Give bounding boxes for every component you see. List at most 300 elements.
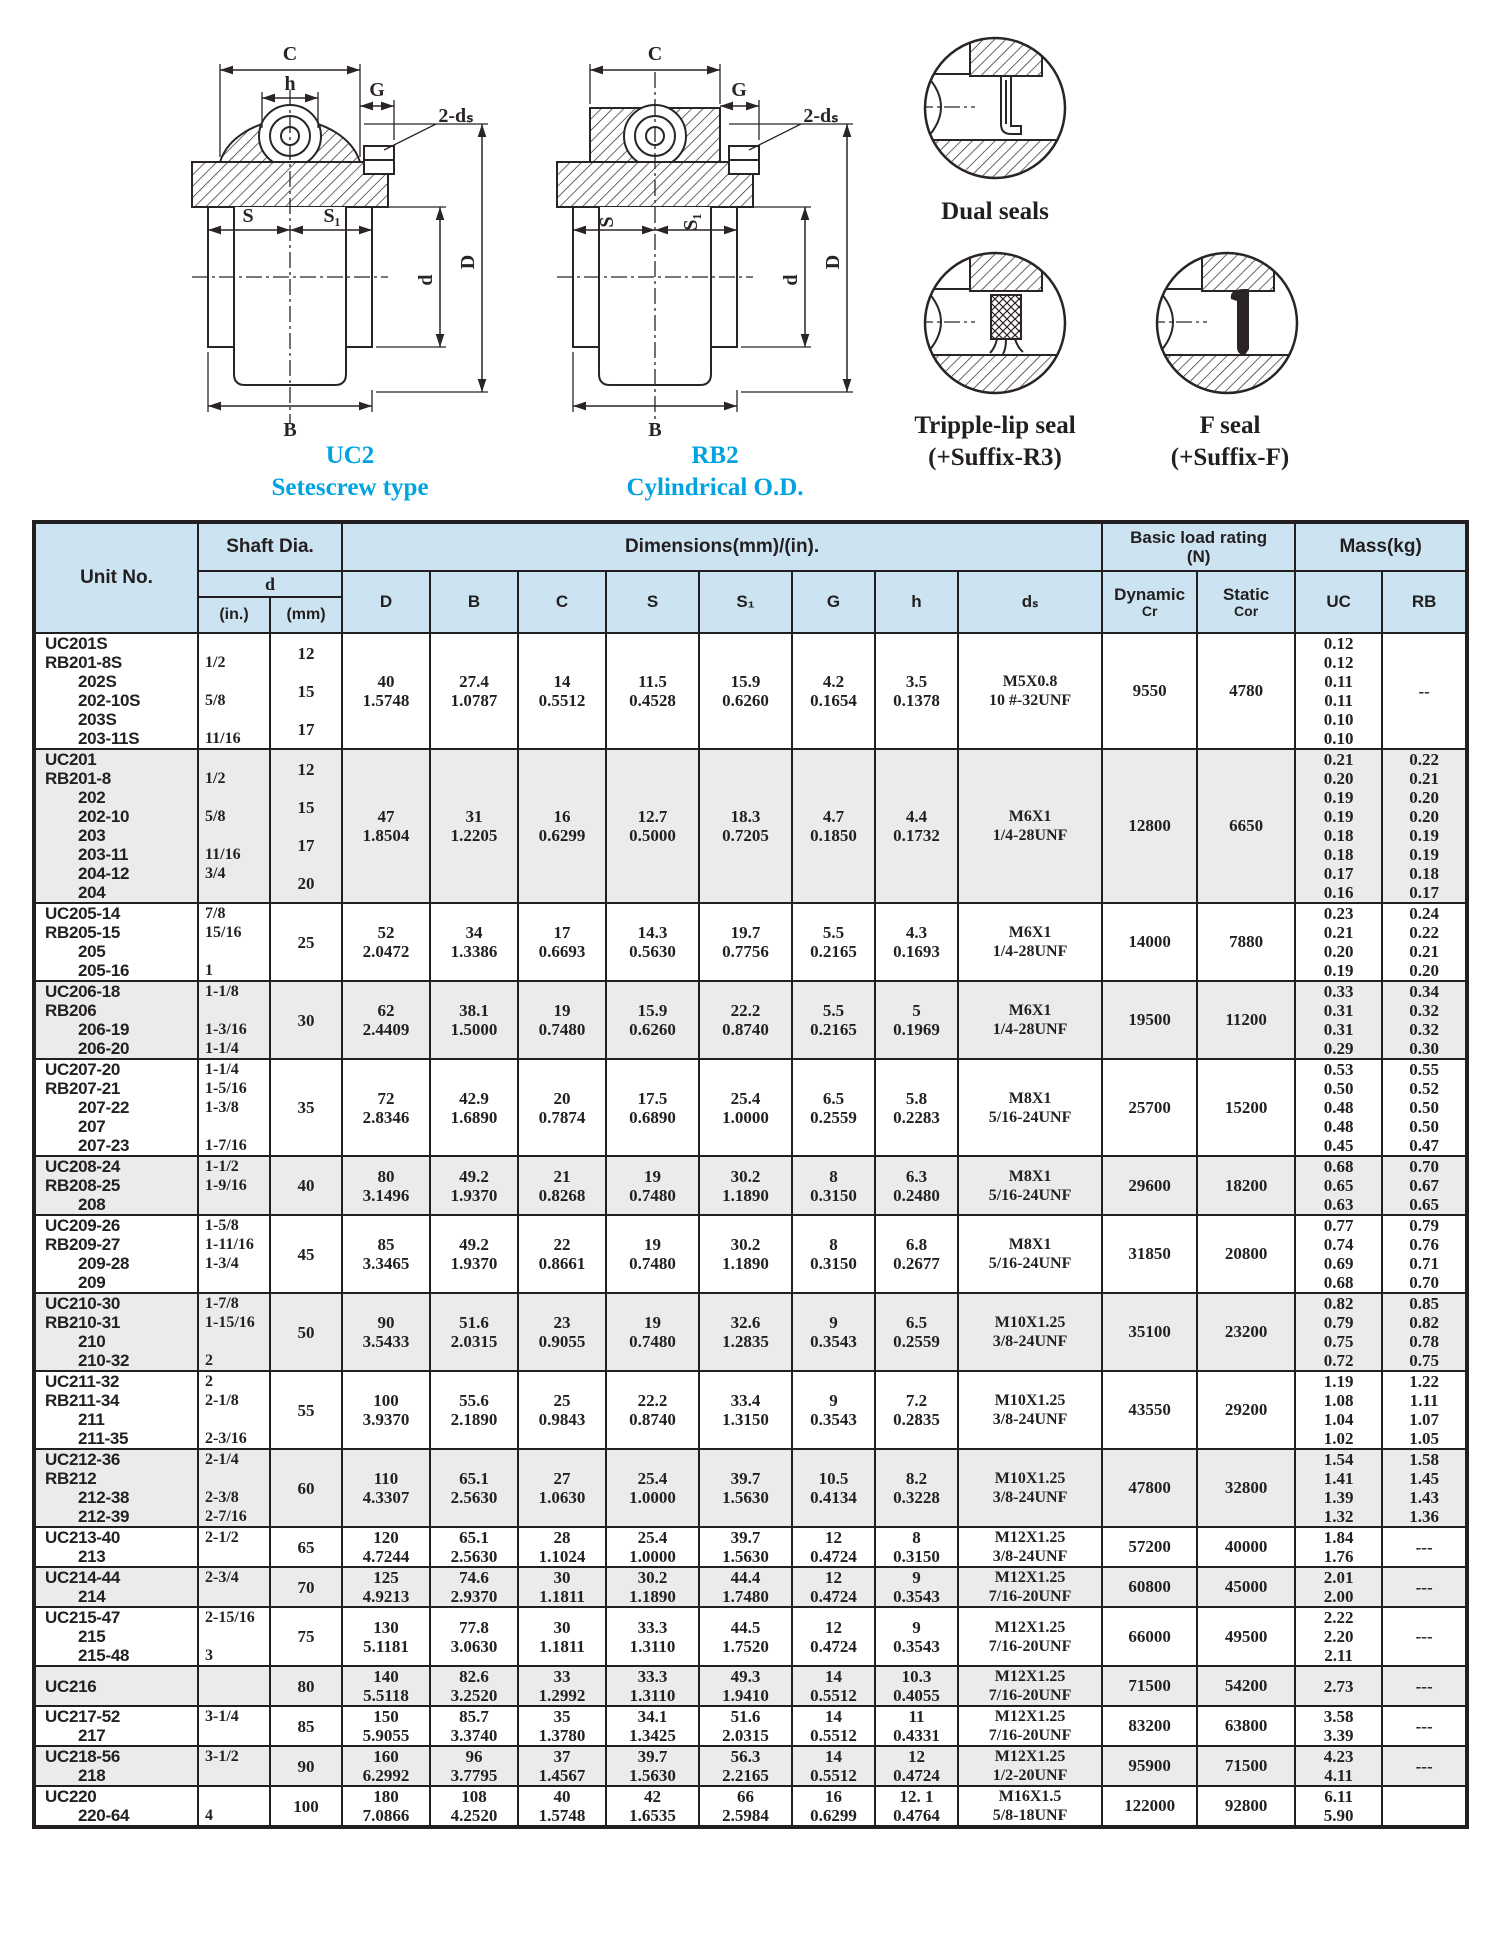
header-dimensions: Dimensions(mm)/(in). <box>342 522 1102 571</box>
cell-shaft-in: 1/2 5/8 11/16 3/4 <box>198 749 270 903</box>
cell-B: 42.9 1.6890 <box>430 1059 518 1156</box>
cell-shaft-mm: 65 <box>270 1527 342 1567</box>
uc2-title: UC2 <box>325 442 375 469</box>
label-d: d <box>415 274 437 286</box>
cell-S: 39.7 1.5630 <box>606 1746 699 1786</box>
cell-S1: 56.3 2.2165 <box>699 1746 792 1786</box>
cell-ds: M16X1.5 5/8-18UNF <box>958 1786 1102 1827</box>
table-row <box>34 1607 1467 1666</box>
cell-G: 8 0.3150 <box>792 1156 875 1215</box>
cell-static-cor: 71500 <box>1197 1746 1295 1786</box>
cell-mass-rb: --- <box>1382 1567 1467 1607</box>
cell-dynamic-cr: 71500 <box>1102 1666 1197 1706</box>
cell-dynamic-cr: 43550 <box>1102 1371 1197 1449</box>
cell-G: 16 0.6299 <box>792 1786 875 1827</box>
cell-S1: 22.2 0.8740 <box>699 981 792 1059</box>
cell-B: 51.6 2.0315 <box>430 1293 518 1371</box>
cell-S1: 66 2.5984 <box>699 1786 792 1827</box>
cell-h: 5.8 0.2283 <box>875 1059 958 1156</box>
cell-B: 65.1 2.5630 <box>430 1449 518 1527</box>
cell-unit-no: UC220 220-64 <box>34 1786 198 1827</box>
cell-h: 9 0.3543 <box>875 1607 958 1666</box>
cell-D: 72 2.8346 <box>342 1059 430 1156</box>
header-basic-load-rating: Basic load rating (N) <box>1102 522 1295 571</box>
cell-D: 47 1.8504 <box>342 749 430 903</box>
cell-shaft-in: 2-1/4 2-3/8 2-7/16 <box>198 1449 270 1527</box>
label-C: C <box>282 43 298 65</box>
cell-S: 14.3 0.5630 <box>606 903 699 981</box>
cell-static-cor: 92800 <box>1197 1786 1295 1827</box>
uc2-caption <box>140 440 560 504</box>
cell-shaft-mm: 55 <box>270 1371 342 1449</box>
cell-shaft-in: 1-5/8 1-11/16 1-3/4 <box>198 1215 270 1293</box>
cell-C: 17 0.6693 <box>518 903 606 981</box>
cell-S: 11.5 0.4528 <box>606 633 699 749</box>
cell-S: 12.7 0.5000 <box>606 749 699 903</box>
cell-static-cor: 45000 <box>1197 1567 1295 1607</box>
cell-B: 82.6 3.2520 <box>430 1666 518 1706</box>
cell-D: 52 2.0472 <box>342 903 430 981</box>
cell-unit-no: UC208-24 RB208-25 208 <box>34 1156 198 1215</box>
cell-S1: 30.2 1.1890 <box>699 1215 792 1293</box>
cell-D: 110 4.3307 <box>342 1449 430 1527</box>
cell-C: 14 0.5512 <box>518 633 606 749</box>
cell-h: 3.5 0.1378 <box>875 633 958 749</box>
cell-static-cor: 40000 <box>1197 1527 1295 1567</box>
cell-S: 17.5 0.6890 <box>606 1059 699 1156</box>
cell-S1: 18.3 0.7205 <box>699 749 792 903</box>
cell-B: 65.1 2.5630 <box>430 1527 518 1567</box>
cell-mass-uc: 0.33 0.31 0.31 0.29 <box>1295 981 1382 1059</box>
cell-dynamic-cr: 60800 <box>1102 1567 1197 1607</box>
label-d: d <box>780 274 802 286</box>
cell-static-cor: 49500 <box>1197 1607 1295 1666</box>
label-2ds: 2-dₛ <box>803 105 839 127</box>
cell-ds: M12X1.25 7/16-20UNF <box>958 1666 1102 1706</box>
cell-h: 12 0.4724 <box>875 1746 958 1786</box>
tripple-lip-seal-label: Tripple-lip seal (+Suffix-R3) <box>914 412 1076 471</box>
cell-B: 108 4.2520 <box>430 1786 518 1827</box>
cell-mass-uc: 3.58 3.39 <box>1295 1706 1382 1746</box>
cell-unit-no: UC207-20 RB207-21 207-22 207 207-23 <box>34 1059 198 1156</box>
cell-dynamic-cr: 12800 <box>1102 749 1197 903</box>
cell-dynamic-cr: 35100 <box>1102 1293 1197 1371</box>
cell-mass-uc: 0.21 0.20 0.19 0.19 0.18 0.18 0.17 0.16 <box>1295 749 1382 903</box>
cell-S: 33.3 1.3110 <box>606 1666 699 1706</box>
cell-C: 33 1.2992 <box>518 1666 606 1706</box>
table-row <box>34 1156 1467 1215</box>
cell-C: 16 0.6299 <box>518 749 606 903</box>
cell-C: 22 0.8661 <box>518 1215 606 1293</box>
header-in: (in.) <box>198 597 270 633</box>
cell-static-cor: 7880 <box>1197 903 1295 981</box>
cell-mass-uc: 2.22 2.20 2.11 <box>1295 1607 1382 1666</box>
header-col-C: C <box>518 571 606 633</box>
cell-mass-uc: 4.23 4.11 <box>1295 1746 1382 1786</box>
label-S1: S₁ <box>323 205 341 227</box>
cell-shaft-mm: 75 <box>270 1607 342 1666</box>
header-mass-rb: RB <box>1382 571 1467 633</box>
cell-ds: M12X1.25 7/16-20UNF <box>958 1567 1102 1607</box>
label-G: G <box>731 79 747 101</box>
cell-shaft-in: 1-7/8 1-15/16 2 <box>198 1293 270 1371</box>
cell-static-cor: 32800 <box>1197 1449 1295 1527</box>
cell-h: 10.3 0.4055 <box>875 1666 958 1706</box>
cell-shaft-in: 2 2-1/8 2-3/16 <box>198 1371 270 1449</box>
cell-B: 85.7 3.3740 <box>430 1706 518 1746</box>
table-row <box>34 1746 1467 1786</box>
cell-G: 12 0.4724 <box>792 1567 875 1607</box>
cell-static-cor: 63800 <box>1197 1706 1295 1746</box>
cell-S: 25.4 1.0000 <box>606 1449 699 1527</box>
cell-ds: M10X1.25 3/8-24UNF <box>958 1449 1102 1527</box>
header-col-ds: dₛ <box>958 571 1102 633</box>
cell-G: 14 0.5512 <box>792 1706 875 1746</box>
table-row <box>34 749 1467 903</box>
cell-S1: 49.3 1.9410 <box>699 1666 792 1706</box>
cell-h: 7.2 0.2835 <box>875 1371 958 1449</box>
cell-mass-rb: 0.34 0.32 0.32 0.30 <box>1382 981 1467 1059</box>
cell-unit-no: UC212-36 RB212 212-38 212-39 <box>34 1449 198 1527</box>
cell-h: 6.8 0.2677 <box>875 1215 958 1293</box>
cell-mass-rb: 1.58 1.45 1.43 1.36 <box>1382 1449 1467 1527</box>
cell-mass-rb: 0.22 0.21 0.20 0.20 0.19 0.19 0.18 0.17 <box>1382 749 1467 903</box>
cell-mass-uc: 0.23 0.21 0.20 0.19 <box>1295 903 1382 981</box>
cell-S: 19 0.7480 <box>606 1293 699 1371</box>
cell-G: 12 0.4724 <box>792 1527 875 1567</box>
cell-S: 19 0.7480 <box>606 1215 699 1293</box>
cell-D: 85 3.3465 <box>342 1215 430 1293</box>
cell-unit-no: UC209-26 RB209-27 209-28 209 <box>34 1215 198 1293</box>
cell-static-cor: 54200 <box>1197 1666 1295 1706</box>
cell-S1: 39.7 1.5630 <box>699 1527 792 1567</box>
cell-D: 130 5.1181 <box>342 1607 430 1666</box>
cell-C: 20 0.7874 <box>518 1059 606 1156</box>
cell-B: 49.2 1.9370 <box>430 1215 518 1293</box>
cell-mass-uc: 0.77 0.74 0.69 0.68 <box>1295 1215 1382 1293</box>
label-S: S <box>596 216 618 228</box>
table-row <box>34 1293 1467 1371</box>
cell-S: 15.9 0.6260 <box>606 981 699 1059</box>
cell-mass-rb: 0.55 0.52 0.50 0.50 0.47 <box>1382 1059 1467 1156</box>
cell-shaft-in: 1-1/2 1-9/16 <box>198 1156 270 1215</box>
f-seal-drawing <box>1147 243 1307 403</box>
cell-mass-rb: --- <box>1382 1607 1467 1666</box>
tripple-lip-seal-profile <box>991 295 1021 339</box>
cell-mass-uc: 0.82 0.79 0.75 0.72 <box>1295 1293 1382 1371</box>
cell-unit-no: UC201S RB201-8S 202S 202-10S 203S 203-11S <box>34 633 198 749</box>
spec-table-body <box>34 633 1467 1827</box>
cell-mass-rb: --- <box>1382 1666 1467 1706</box>
cell-h: 8 0.3150 <box>875 1527 958 1567</box>
cell-ds: M12X1.25 7/16-20UNF <box>958 1607 1102 1666</box>
label-B: B <box>283 419 297 441</box>
cell-C: 19 0.7480 <box>518 981 606 1059</box>
cell-S: 34.1 1.3425 <box>606 1706 699 1746</box>
cell-G: 4.2 0.1654 <box>792 633 875 749</box>
cell-shaft-in: 1-1/4 1-5/16 1-3/8 1-7/16 <box>198 1059 270 1156</box>
cell-shaft-mm: 25 <box>270 903 342 981</box>
cell-mass-rb: 0.70 0.67 0.65 <box>1382 1156 1467 1215</box>
cell-shaft-mm: 80 <box>270 1666 342 1706</box>
label-S1: S₁ <box>680 213 702 231</box>
cell-mass-uc: 2.01 2.00 <box>1295 1567 1382 1607</box>
cell-unit-no: UC211-32 RB211-34 211 211-35 <box>34 1371 198 1449</box>
cell-static-cor: 23200 <box>1197 1293 1295 1371</box>
cell-ds: M8X1 5/16-24UNF <box>958 1156 1102 1215</box>
cell-static-cor: 11200 <box>1197 981 1295 1059</box>
cell-static-cor: 18200 <box>1197 1156 1295 1215</box>
cell-B: 49.2 1.9370 <box>430 1156 518 1215</box>
cell-shaft-mm: 12 15 17 20 <box>270 749 342 903</box>
cell-shaft-mm: 50 <box>270 1293 342 1371</box>
cell-shaft-in: 1/2 5/8 11/16 <box>198 633 270 749</box>
cell-mass-uc: 0.53 0.50 0.48 0.48 0.45 <box>1295 1059 1382 1156</box>
table-row <box>34 903 1467 981</box>
cell-D: 100 3.9370 <box>342 1371 430 1449</box>
cell-shaft-mm: 100 <box>270 1786 342 1827</box>
cell-C: 37 1.4567 <box>518 1746 606 1786</box>
label-D: D <box>822 254 844 270</box>
cell-G: 12 0.4724 <box>792 1607 875 1666</box>
dual-seal-profile <box>1001 76 1021 134</box>
cell-ds: M6X1 1/4-28UNF <box>958 903 1102 981</box>
tripple-lip-seal-drawing <box>915 243 1075 403</box>
cell-mass-uc: 1.84 1.76 <box>1295 1527 1382 1567</box>
cell-shaft-in: 4 <box>198 1786 270 1827</box>
cell-mass-rb: --- <box>1382 1746 1467 1786</box>
cell-G: 4.7 0.1850 <box>792 749 875 903</box>
table-row <box>34 1527 1467 1567</box>
cell-static-cor: 15200 <box>1197 1059 1295 1156</box>
cell-mass-rb <box>1382 1786 1467 1827</box>
cell-C: 35 1.3780 <box>518 1706 606 1746</box>
cell-D: 150 5.9055 <box>342 1706 430 1746</box>
cell-G: 9 0.3543 <box>792 1371 875 1449</box>
cell-B: 96 3.7795 <box>430 1746 518 1786</box>
cell-C: 40 1.5748 <box>518 1786 606 1827</box>
header-col-D: D <box>342 571 430 633</box>
cell-shaft-mm: 45 <box>270 1215 342 1293</box>
cell-C: 30 1.1811 <box>518 1607 606 1666</box>
uc2-subtitle: Setescrew type <box>271 474 429 501</box>
cell-dynamic-cr: 19500 <box>1102 981 1197 1059</box>
header-col-S1: S₁ <box>699 571 792 633</box>
cell-mass-rb: 1.22 1.11 1.07 1.05 <box>1382 1371 1467 1449</box>
table-row <box>34 981 1467 1059</box>
cell-unit-no: UC217-52 217 <box>34 1706 198 1746</box>
header-static-cor: Static Cor <box>1197 571 1295 633</box>
cell-S: 22.2 0.8740 <box>606 1371 699 1449</box>
cell-S: 19 0.7480 <box>606 1156 699 1215</box>
label-h: h <box>284 73 296 95</box>
cell-h: 6.3 0.2480 <box>875 1156 958 1215</box>
cell-dynamic-cr: 47800 <box>1102 1449 1197 1527</box>
f-seal-label: F seal (+Suffix-F) <box>1170 412 1290 471</box>
cell-mass-uc: 2.73 <box>1295 1666 1382 1706</box>
cell-G: 5.5 0.2165 <box>792 981 875 1059</box>
header-col-h: h <box>875 571 958 633</box>
table-row <box>34 1706 1467 1746</box>
header-unit-no: Unit No. <box>34 522 198 633</box>
header-mass: Mass(kg) <box>1295 522 1467 571</box>
cell-S: 25.4 1.0000 <box>606 1527 699 1567</box>
cell-S1: 44.4 1.7480 <box>699 1567 792 1607</box>
header-col-G: G <box>792 571 875 633</box>
cell-S: 33.3 1.3110 <box>606 1607 699 1666</box>
cell-shaft-mm: 70 <box>270 1567 342 1607</box>
cell-ds: M10X1.25 3/8-24UNF <box>958 1371 1102 1449</box>
cell-shaft-mm: 60 <box>270 1449 342 1527</box>
cell-dynamic-cr: 57200 <box>1102 1527 1197 1567</box>
cell-shaft-in: 2-1/2 <box>198 1527 270 1567</box>
cell-S1: 15.9 0.6260 <box>699 633 792 749</box>
cell-dynamic-cr: 122000 <box>1102 1786 1197 1827</box>
cell-B: 38.1 1.5000 <box>430 981 518 1059</box>
cell-h: 4.4 0.1732 <box>875 749 958 903</box>
cell-mass-rb: 0.79 0.76 0.71 0.70 <box>1382 1215 1467 1293</box>
header-dynamic-cr: Dynamic Cr <box>1102 571 1197 633</box>
dual-seals-drawing <box>915 28 1075 188</box>
cell-unit-no: UC218-56 218 <box>34 1746 198 1786</box>
cell-ds: M12X1.25 1/2-20UNF <box>958 1746 1102 1786</box>
cell-C: 21 0.8268 <box>518 1156 606 1215</box>
cell-ds: M8X1 5/16-24UNF <box>958 1059 1102 1156</box>
label-S: S <box>242 205 254 227</box>
table-row <box>34 1215 1467 1293</box>
cell-unit-no: UC201 RB201-8 202 202-10 203 203-11 204-12 204 <box>34 749 198 903</box>
cell-dynamic-cr: 95900 <box>1102 1746 1197 1786</box>
cell-B: 74.6 2.9370 <box>430 1567 518 1607</box>
cell-static-cor: 20800 <box>1197 1215 1295 1293</box>
cell-mass-uc: 0.68 0.65 0.63 <box>1295 1156 1382 1215</box>
cell-unit-no: UC205-14 RB205-15 205 205-16 <box>34 903 198 981</box>
cell-mass-uc: 6.11 5.90 <box>1295 1786 1382 1827</box>
cell-mass-rb: 0.85 0.82 0.78 0.75 <box>1382 1293 1467 1371</box>
cell-mass-uc: 0.12 0.12 0.11 0.11 0.10 0.10 <box>1295 633 1382 749</box>
cell-h: 6.5 0.2559 <box>875 1293 958 1371</box>
label-C: C <box>647 43 663 65</box>
cell-h: 5 0.1969 <box>875 981 958 1059</box>
dual-seals-label: Dual seals <box>941 198 1049 225</box>
cell-mass-uc: 1.19 1.08 1.04 1.02 <box>1295 1371 1382 1449</box>
cell-C: 23 0.9055 <box>518 1293 606 1371</box>
cell-h: 9 0.3543 <box>875 1567 958 1607</box>
cell-dynamic-cr: 31850 <box>1102 1215 1197 1293</box>
cell-ds: M12X1.25 3/8-24UNF <box>958 1527 1102 1567</box>
cell-ds: M10X1.25 3/8-24UNF <box>958 1293 1102 1371</box>
cell-B: 34 1.3386 <box>430 903 518 981</box>
cell-S1: 44.5 1.7520 <box>699 1607 792 1666</box>
cell-G: 14 0.5512 <box>792 1666 875 1706</box>
label-D: D <box>457 254 479 270</box>
cell-static-cor: 6650 <box>1197 749 1295 903</box>
cell-unit-no: UC214-44 214 <box>34 1567 198 1607</box>
cell-G: 6.5 0.2559 <box>792 1059 875 1156</box>
cell-shaft-in: 2-3/4 <box>198 1567 270 1607</box>
cell-B: 31 1.2205 <box>430 749 518 903</box>
cell-ds: M8X1 5/16-24UNF <box>958 1215 1102 1293</box>
cell-shaft-mm: 85 <box>270 1706 342 1746</box>
cell-mass-rb: 0.24 0.22 0.21 0.20 <box>1382 903 1467 981</box>
header-col-S: S <box>606 571 699 633</box>
cell-D: 40 1.5748 <box>342 633 430 749</box>
cell-shaft-mm: 40 <box>270 1156 342 1215</box>
table-header <box>34 522 1467 633</box>
cell-S1: 33.4 1.3150 <box>699 1371 792 1449</box>
cell-S1: 30.2 1.1890 <box>699 1156 792 1215</box>
cell-ds: M12X1.25 7/16-20UNF <box>958 1706 1102 1746</box>
cell-h: 11 0.4331 <box>875 1706 958 1746</box>
cell-ds: M5X0.8 10 #-32UNF <box>958 633 1102 749</box>
drawings-section <box>0 0 1497 520</box>
cell-D: 80 3.1496 <box>342 1156 430 1215</box>
header-mm: (mm) <box>270 597 342 633</box>
cell-ds: M6X1 1/4-28UNF <box>958 749 1102 903</box>
cell-S: 30.2 1.1890 <box>606 1567 699 1607</box>
cell-shaft-in: 3-1/4 <box>198 1706 270 1746</box>
cell-S1: 25.4 1.0000 <box>699 1059 792 1156</box>
header-d: d <box>198 571 342 597</box>
cell-G: 8 0.3150 <box>792 1215 875 1293</box>
cell-D: 125 4.9213 <box>342 1567 430 1607</box>
cell-B: 77.8 3.0630 <box>430 1607 518 1666</box>
cell-D: 120 4.7244 <box>342 1527 430 1567</box>
cell-S1: 51.6 2.0315 <box>699 1706 792 1746</box>
cell-D: 90 3.5433 <box>342 1293 430 1371</box>
table-row <box>34 1786 1467 1827</box>
cell-h: 12. 1 0.4764 <box>875 1786 958 1827</box>
header-shaft-dia: Shaft Dia. <box>198 522 342 571</box>
cell-static-cor: 4780 <box>1197 633 1295 749</box>
cell-shaft-mm: 30 <box>270 981 342 1059</box>
cell-G: 5.5 0.2165 <box>792 903 875 981</box>
cell-C: 27 1.0630 <box>518 1449 606 1527</box>
uc2-bearing-drawing <box>140 12 560 442</box>
cell-unit-no: UC213-40 213 <box>34 1527 198 1567</box>
cell-shaft-mm: 90 <box>270 1746 342 1786</box>
cell-ds: M6X1 1/4-28UNF <box>958 981 1102 1059</box>
label-2ds: 2-dₛ <box>438 105 474 127</box>
table-row <box>34 1371 1467 1449</box>
cell-mass-rb: --- <box>1382 1527 1467 1567</box>
cell-unit-no: UC216 <box>34 1666 198 1706</box>
cell-shaft-in <box>198 1666 270 1706</box>
cell-mass-rb: -- <box>1382 633 1467 749</box>
cell-D: 180 7.0866 <box>342 1786 430 1827</box>
cell-unit-no: UC210-30 RB210-31 210 210-32 <box>34 1293 198 1371</box>
cell-S1: 39.7 1.5630 <box>699 1449 792 1527</box>
cell-S1: 32.6 1.2835 <box>699 1293 792 1371</box>
cell-unit-no: UC215-47 215 215-48 <box>34 1607 198 1666</box>
table-row <box>34 1666 1467 1706</box>
cell-shaft-mm: 35 <box>270 1059 342 1156</box>
f-seal-profile <box>1231 289 1249 355</box>
table-row <box>34 1449 1467 1527</box>
cell-D: 160 6.2992 <box>342 1746 430 1786</box>
cell-S: 42 1.6535 <box>606 1786 699 1827</box>
cell-G: 14 0.5512 <box>792 1746 875 1786</box>
table-row <box>34 633 1467 749</box>
label-G: G <box>369 79 385 101</box>
cell-S1: 19.7 0.7756 <box>699 903 792 981</box>
cell-D: 62 2.4409 <box>342 981 430 1059</box>
cell-mass-uc: 1.54 1.41 1.39 1.32 <box>1295 1449 1382 1527</box>
cell-shaft-mm: 12 15 17 <box>270 633 342 749</box>
cell-dynamic-cr: 29600 <box>1102 1156 1197 1215</box>
cell-B: 27.4 1.0787 <box>430 633 518 749</box>
header-mass-uc: UC <box>1295 571 1382 633</box>
